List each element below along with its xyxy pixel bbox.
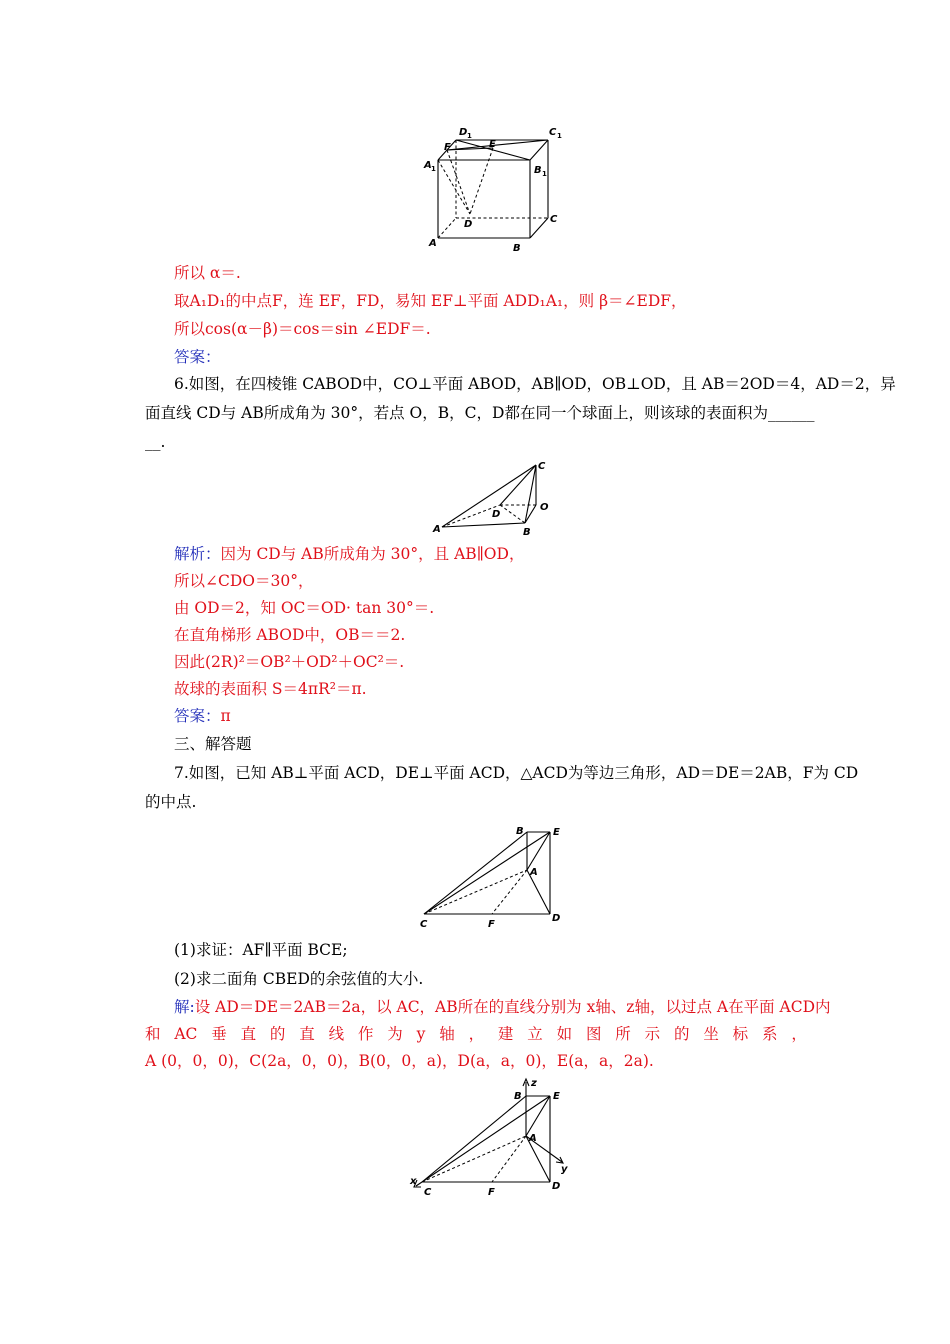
- s7-w: 所: [615, 1025, 631, 1043]
- p6-line3: __.: [145, 433, 166, 451]
- pyramid-diagram: [430, 455, 560, 540]
- s6-line2: 所以∠CDO＝30°，: [174, 572, 314, 590]
- cube-label-A1: A: [424, 160, 432, 171]
- s7-w: 直: [299, 1025, 315, 1043]
- s7-w: 如: [556, 1025, 573, 1043]
- sec5-line2: 取A₁D₁的中点F，连 EF，FD，易知 EF⊥平面 ADD₁A₁，则 β＝∠EDF，: [174, 292, 687, 310]
- pyr-label-A: A: [433, 524, 441, 535]
- sec5-answer-label: 答案：: [174, 348, 221, 366]
- s6-answer-label: 答案：: [174, 707, 221, 725]
- p6-line2: 面直线 CD与 AB所成角为 30°，若点 O，B，C，D都在同一个球面上，则该球的表面积为______: [145, 404, 815, 422]
- f7-label-C: C: [420, 919, 428, 930]
- sec5-line1: 所以 α＝.: [174, 264, 241, 282]
- cube-label-D: D: [464, 219, 473, 230]
- f7a-label-x: x: [410, 1176, 417, 1187]
- f7-label-F: F: [488, 919, 495, 930]
- p7-line2: 的中点.: [145, 793, 197, 811]
- p7-q1: (1)求证：AF∥平面 BCE;: [174, 941, 348, 959]
- f7-label-B: B: [516, 826, 524, 837]
- f7a-label-A: A: [529, 1133, 537, 1144]
- p7-q2: (2)求二面角 CBED的余弦值的大小.: [174, 970, 424, 988]
- s7-w: AC: [174, 1025, 198, 1043]
- section3-heading: 三、解答题: [174, 735, 252, 753]
- pyramid-figure: [430, 455, 560, 540]
- cube-label-D1-sub: 1: [467, 132, 472, 140]
- pyr-label-D: D: [492, 509, 501, 520]
- s6-line6: 故球的表面积 S＝4πR²＝π.: [174, 680, 367, 698]
- s7-line1-rest: 设 AD＝DE＝2AB＝2a，以 AC，AB所在的直线分别为 x轴、z轴，以过点 A在平面 ACD内: [194, 998, 831, 1016]
- cube-diagram: [418, 118, 568, 258]
- f7a-label-z: z: [531, 1078, 537, 1089]
- s7-w: 直: [240, 1025, 257, 1043]
- s7-w: 作: [357, 1025, 374, 1043]
- s7-w: y: [416, 1025, 426, 1043]
- cube-label-C1: C: [549, 127, 557, 138]
- f7a-label-y: y: [561, 1164, 568, 1175]
- s7-w: 垂: [211, 1025, 227, 1043]
- s7-line1: [174, 996, 831, 1018]
- s7-w: 的: [269, 1025, 286, 1043]
- cube-label-A1-sub: 1: [431, 165, 436, 173]
- s6-line3: 由 OD＝2，知 OC＝OD· tan 30°＝.: [174, 599, 435, 617]
- fig7-axes-figure: [408, 1074, 583, 1204]
- f7-label-E: E: [553, 827, 560, 838]
- s7-w: 图: [585, 1025, 602, 1043]
- f7-label-D: D: [552, 913, 561, 924]
- s7-line3: A (0，0，0)，C(2a，0，0)，B(0，0，a)，D(a，a，0)，E(a，a，2a).: [145, 1052, 654, 1070]
- sec5-line3: 所以cos(α－β)＝cos＝sin ∠EDF＝.: [174, 320, 431, 338]
- s6-line4: 在直角梯形 ABOD中，OB＝＝2.: [174, 626, 406, 644]
- s7-w: 线: [328, 1025, 345, 1043]
- pyr-label-B: B: [523, 527, 531, 538]
- f7a-label-C: C: [424, 1187, 432, 1198]
- fig7-figure: [412, 818, 572, 933]
- cube-label-A: A: [429, 238, 437, 249]
- s7-w: 的: [673, 1025, 690, 1043]
- p7-line1: 7.如图，已知 AB⊥平面 ACD，DE⊥平面 ACD，△ACD为等边三角形，AD＝DE＝2AB，F为 CD: [174, 764, 859, 782]
- s6-line5: 因此(2R)²＝OB²＋OD²＋OC²＝.: [174, 653, 405, 671]
- s6-answer: [174, 705, 231, 727]
- s7-w: 为: [387, 1025, 403, 1043]
- f7a-label-E: E: [553, 1091, 560, 1102]
- s7-w: 轴: [439, 1025, 455, 1043]
- p6-line1: 6.如图，在四棱锥 CABOD中，CO⊥平面 ABOD，AB∥OD，OB⊥OD，且 AB＝2OD＝4，AD＝2，异: [174, 375, 896, 393]
- fig7-axes-diagram: [408, 1074, 583, 1204]
- cube-label-D1: D: [459, 127, 468, 138]
- cube-label-F: F: [444, 142, 451, 153]
- f7a-label-B: B: [514, 1091, 522, 1102]
- cube-label-E: E: [489, 139, 496, 150]
- s7-w: ，: [468, 1025, 485, 1043]
- cube-label-B1-sub: 1: [542, 170, 547, 178]
- cube-label-B1: B: [534, 165, 542, 176]
- s7-w: 标: [732, 1025, 749, 1043]
- pyr-label-O: O: [540, 502, 549, 513]
- fig7-diagram: [412, 818, 572, 933]
- f7a-label-F: F: [488, 1187, 495, 1198]
- s7-w: 系: [762, 1025, 778, 1043]
- f7a-label-D: D: [552, 1181, 561, 1192]
- cube-label-C: C: [550, 214, 558, 225]
- s6-answer-value: π: [220, 707, 231, 725]
- s7-w: 示: [644, 1025, 661, 1043]
- s7-w: ，: [791, 1025, 807, 1043]
- s7-w: 和: [145, 1025, 161, 1043]
- f7-label-A: A: [530, 867, 538, 878]
- s7-line2: [145, 1023, 807, 1045]
- cube-label-B: B: [513, 243, 521, 254]
- s6-label: 解析：: [174, 545, 221, 563]
- cube-figure: [418, 118, 568, 258]
- s7-label: 解:: [174, 998, 195, 1016]
- s6-line1-rest: 因为 CD与 AB所成角为 30°，且 AB∥OD，: [220, 545, 525, 563]
- s6-line1: [174, 543, 524, 565]
- cube-label-C1-sub: 1: [557, 132, 562, 140]
- s7-w: 立: [527, 1025, 543, 1043]
- s7-w: 建: [497, 1025, 514, 1043]
- pyr-label-C: C: [538, 461, 546, 472]
- s7-w: 坐: [703, 1025, 719, 1043]
